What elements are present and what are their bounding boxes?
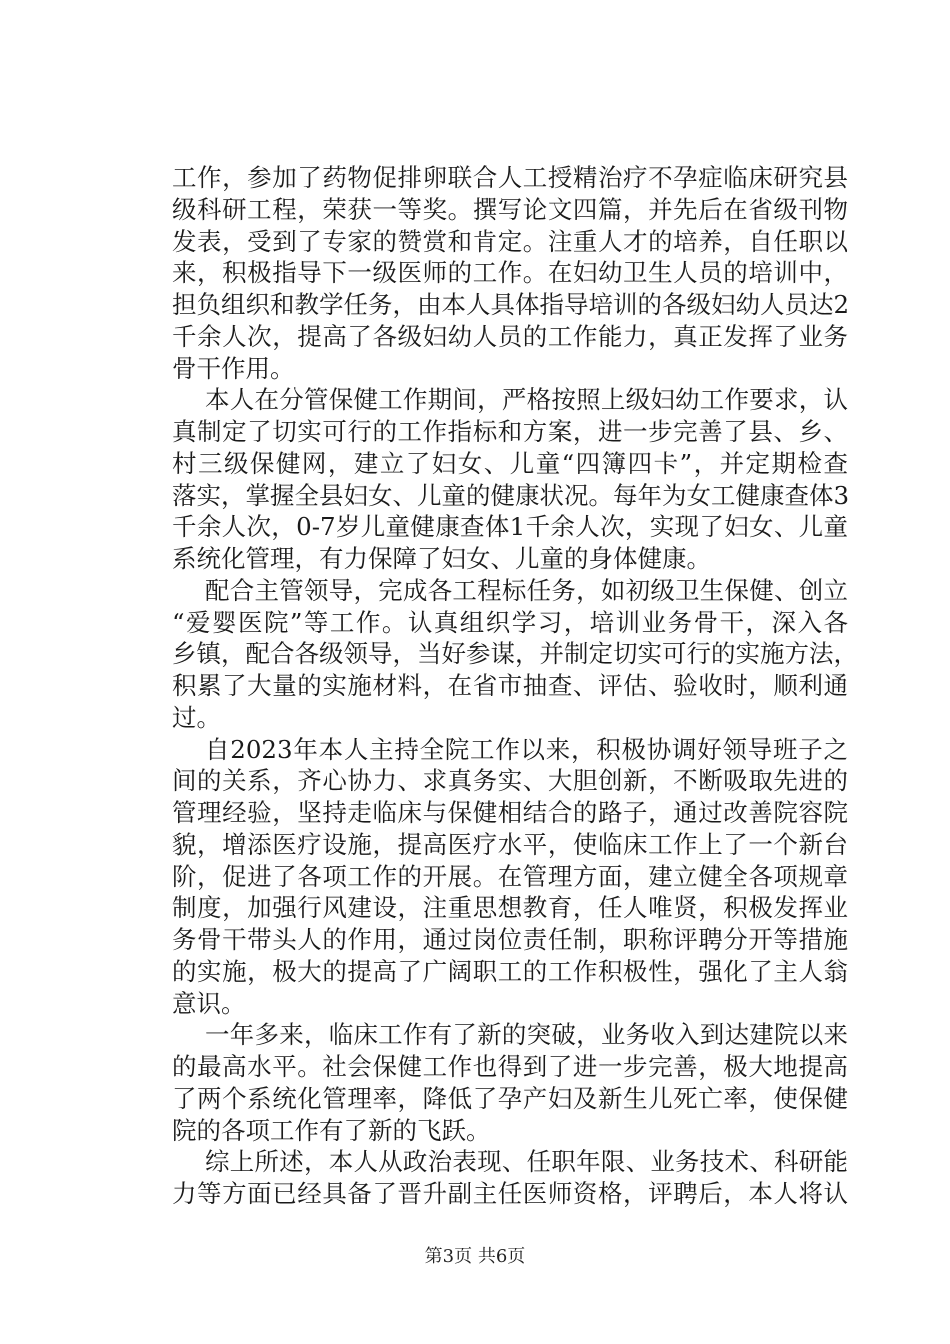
text-line: 貌，增添医疗设施，提高医疗水平，使临床工作上了一个新台 (172, 829, 848, 859)
text-line: 阶，促进了各项工作的开展。在管理方面，建立健全各项规章 (172, 861, 848, 891)
text-line: 真制定了切实可行的工作指标和方案，进一步完善了县、乡、 (172, 417, 848, 446)
body-text (172, 162, 858, 1210)
text-line: 的最高水平。社会保健工作也得到了进一步完善，极大地提高 (172, 1052, 848, 1081)
text-line: 务骨干带头人的作用，通过岗位责任制，职称评聘分开等措施 (172, 925, 848, 954)
text-line: 管理经验，坚持走临床与保健相结合的路子，通过改善院容院 (172, 798, 848, 827)
text-line: “爱婴医院”等工作。认真组织学习，培训业务骨干，深入各 (172, 607, 848, 637)
paragraph-first-line: 综上所述，本人从政治表现、任职年限、业务技术、科研能 (205, 1147, 848, 1177)
paragraph-first-line: 本人在分管保健工作期间，严格按照上级妇幼工作要求，认 (205, 385, 848, 415)
text-line: 间的关系，齐心协力、求真务实、大胆创新，不断吸取先进的 (172, 766, 848, 796)
text-line: 院的各项工作有了新的飞跃。 (172, 1115, 491, 1145)
text-line: 了两个系统化管理率，降低了孕产妇及新生儿死亡率，使保健 (172, 1083, 848, 1113)
paragraph-first-line: 自2023年本人主持全院工作以来，积极协调好领导班子之 (205, 734, 848, 764)
text-line: 系统化管理，有力保障了妇女、儿童的身体健康。 (172, 544, 711, 573)
text-line: 级科研工程，荣获一等奖。撰写论文四篇，并先后在省级刊物 (172, 194, 848, 224)
text-line: 落实，掌握全县妇女、儿童的健康状况。每年为女工健康查体3 (172, 480, 850, 510)
text-line: 乡镇，配合各级领导，当好参谋，并制定切实可行的实施方法， (172, 639, 858, 669)
text-line: 过。 (172, 702, 221, 732)
text-line: 积累了大量的实施材料，在省市抽查、评估、验收时，顺利通 (172, 671, 848, 700)
text-line: 制度，加强行风建设，注重思想教育，任人唯贤，积极发挥业 (172, 893, 848, 923)
text-line: 骨干作用。 (172, 353, 295, 383)
text-line: 意识。 (172, 988, 246, 1018)
paragraph-first-line: 一年多来，临床工作有了新的突破，业务收入到达建院以来 (205, 1020, 848, 1050)
page-indicator: 第3页 共6页 (424, 1246, 526, 1267)
text-line: 力等方面已经具备了晋升副主任医师资格，评聘后，本人将认 (172, 1179, 848, 1208)
paragraph-first-line: 配合主管领导，完成各工程标任务，如初级卫生保健、创立 (205, 575, 848, 605)
text-line: 村三级保健网，建立了妇女、儿童“四簿四卡”，并定期检查 (172, 448, 848, 478)
text-line: 发表，受到了专家的赞赏和肯定。注重人才的培养，自任职以 (172, 226, 848, 256)
text-line: 千余人次，提高了各级妇幼人员的工作能力，真正发挥了业务 (172, 321, 848, 351)
text-line: 工作，参加了药物促排卵联合人工授精治疗不孕症临床研究县 (172, 163, 848, 192)
text-line: 千余人次，0-7岁儿童健康查体1千余人次，实现了妇女、儿童 (172, 512, 848, 542)
text-line: 来，积极指导下一级医师的工作。在妇幼卫生人员的培训中， (172, 258, 848, 288)
text-line: 的实施，极大的提高了广阔职工的工作积极性，强化了主人翁 (172, 956, 848, 986)
text-line: 担负组织和教学任务，由本人具体指导培训的各级妇幼人员达2 (172, 290, 850, 319)
